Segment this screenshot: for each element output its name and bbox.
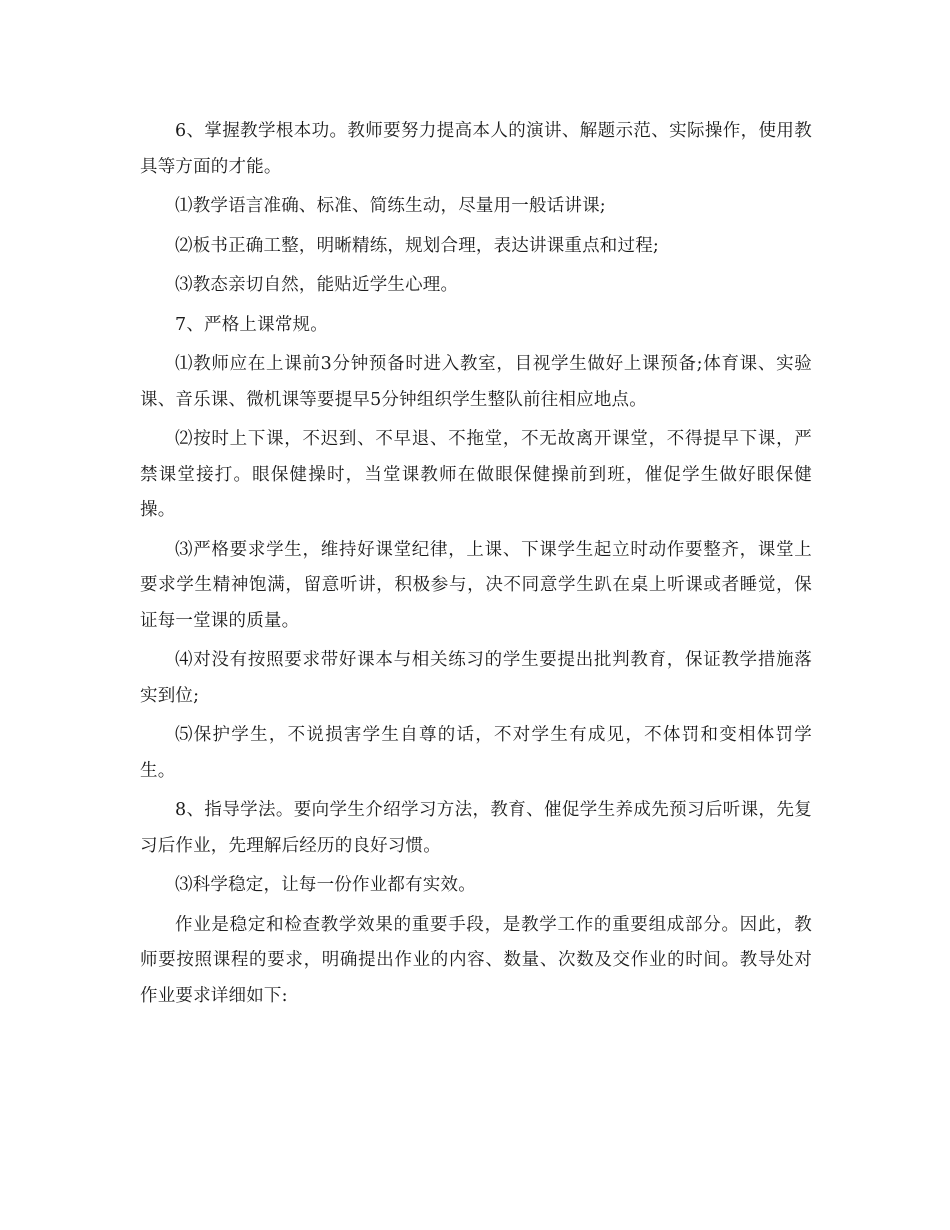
paragraph-section-8: 8、指导学法。要向学生介绍学习方法，教育、催促学生养成先预习后听课，先复习后作业，先理解后经历的良好习惯。 (140, 800, 812, 856)
paragraph-6-item-2: ⑵板书正确工整，明晰精练，规划合理，表达讲课重点和过程; (175, 235, 659, 256)
paragraph-section-7: 7、严格上课常规。 (175, 314, 328, 335)
paragraph-7-item-2: ⑵按时上下课，不迟到、不早退、不拖堂，不无故离开课堂，不得提早下课，严禁课堂接打。眼保健操时，当堂课教师在做眼保健操前到班，催促学生做好眼保健操。 (140, 429, 812, 520)
paragraph-7-item-4: ⑷对没有按照要求带好课本与相关练习的学生要提出批判教育，保证教学措施落实到位; (140, 650, 812, 706)
paragraph-7-item-1: ⑴教师应在上课前3分钟预备时进入教室，目视学生做好上课预备;体育课、实验课、音乐课、微机课等要提早5分钟组织学生整队前往相应地点。 (140, 354, 812, 410)
paragraph-homework-body: 作业是稳定和检查教学效果的重要手段，是教学工作的重要组成部分。因此，教师要按照课程的要求，明确提出作业的内容、数量、次数及交作业的时间。教导处对作业要求详细如下: (140, 914, 812, 1006)
document-body (140, 114, 812, 1018)
paragraph-6-item-1: ⑴教学语言准确、标准、简练生动，尽量用一般话讲课; (175, 196, 606, 216)
paragraph-6-item-3: ⑶教态亲切自然，能贴近学生心理。 (175, 275, 459, 295)
paragraph-section-6: 6、掌握教学根本功。教师要努力提高本人的演讲、解题示范、实际操作，使用教具等方面的才能。 (140, 121, 812, 177)
paragraph-homework-heading: ⑶科学稳定，让每一份作业都有实效。 (175, 875, 476, 895)
paragraph-7-item-5: ⑸保护学生，不说损害学生自尊的话，不对学生有成见，不体罚和变相体罚学生。 (140, 725, 812, 781)
paragraph-7-item-3: ⑶严格要求学生，维持好课堂纪律，上课、下课学生起立时动作要整齐，课堂上要求学生精神饱满，留意听讲，积极参与，决不同意学生趴在桌上听课或者睡觉，保证每一堂课的质量。 (140, 539, 812, 631)
